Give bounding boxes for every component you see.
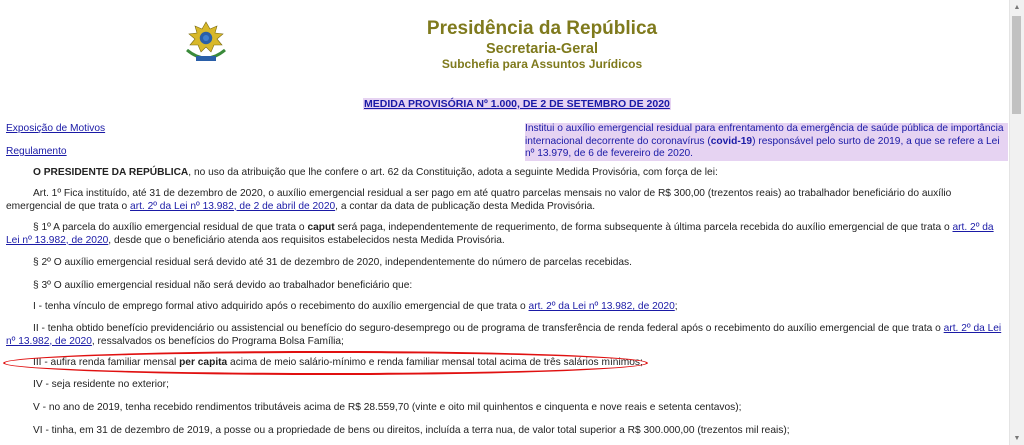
preamble-text: , no uso da atribuição que lhe confere o art. 62 da Constituição, adota a seguinte Medida Provisória, com força de lei: xyxy=(188,167,718,178)
paragraph-3: § 3º O auxílio emergencial residual não será devido ao trabalhador beneficiário que: xyxy=(33,280,413,291)
inciso-6: VI - tinha, em 31 de dezembro de 2019, a posse ou a propriedade de bens ou direitos, incluída a terra nua, de valor total superior a R$ 300.000,00 (trezentos mil reais); xyxy=(33,425,790,436)
inciso-1 xyxy=(6,301,1006,314)
inciso-2 xyxy=(6,323,1006,348)
preamble-bold: O PRESIDENTE DA REPÚBLICA xyxy=(33,167,189,178)
paragraph-1-caput: caput xyxy=(307,222,335,233)
inciso-2-text: II - tenha obtido benefício previdenciário ou assistencial ou benefício do seguro-desemprego ou de programa de transferência de renda federal após o recebimento do auxílio emergencial de que trata o xyxy=(33,323,944,334)
preamble xyxy=(6,167,1006,180)
inciso-3-end: acima de meio salário-mínimo e renda familiar mensal total acima de três salários mínimos; xyxy=(227,357,643,368)
inciso-4: IV - seja residente no exterior; xyxy=(33,379,169,390)
paragraph-2: § 2º O auxílio emergencial residual será devido até 31 de dezembro de 2020, independentemente do número de parcelas recebidas. xyxy=(33,257,632,268)
article-1-text-end: , a contar da data de publicação desta Medida Provisória. xyxy=(335,200,596,212)
article-1-text: Art. 1º Fica instituído, até 31 de dezembro de 2020, o auxílio emergencial residual a ser pago em até quatro parcelas mensais no valor de R$ 300,00 (trezentos reais) ao trabalhador beneficiário do auxílio emergencial de que trata o xyxy=(6,188,952,212)
article-1 xyxy=(6,188,1006,213)
scroll-down-arrow-icon[interactable]: ▼ xyxy=(1013,434,1021,442)
inciso-3-text: III - aufira renda familiar mensal xyxy=(33,357,180,368)
paragraph-1-end: , desde que o beneficiário atenda aos requisitos estabelecidos nesta Medida Provisória. xyxy=(108,234,505,246)
header-subtitle-2: Subchefia para Assuntos Jurídicos xyxy=(441,57,643,71)
inciso-2-law-link[interactable]: art. 2º da Lei nº 13.982, de 2020 xyxy=(6,323,1002,347)
paragraph-1-text: § 1º A parcela do auxílio emergencial residual de que trata o xyxy=(33,222,308,233)
document-title[interactable]: MEDIDA PROVISÓRIA Nº 1.000, DE 2 DE SETEMBRO DE 2020 xyxy=(364,98,670,110)
paragraph-1-law-link[interactable]: art. 2º da Lei nº 13.982, de 2020 xyxy=(6,222,994,246)
scrollbar-thumb[interactable] xyxy=(1012,16,1021,114)
ementa-box xyxy=(525,123,1008,161)
exposicao-de-motivos-link[interactable]: Exposição de Motivos xyxy=(6,123,106,134)
header-title: Presidência da República xyxy=(426,18,658,39)
vertical-scrollbar[interactable] xyxy=(1009,0,1024,445)
inciso-2-end: , ressalvados os benefícios do Programa Bolsa Família; xyxy=(91,335,344,347)
inciso-1-text: I - tenha vínculo de emprego formal ativo adquirido após o recebimento do auxílio emergencial de que trata o xyxy=(33,301,529,312)
scroll-up-arrow-icon[interactable]: ▲ xyxy=(1013,3,1021,11)
inciso-5: V - no ano de 2019, tenha recebido rendimentos tributáveis acima de R$ 28.559,70 (vinte e oito mil quinhentos e cinquenta e nove reais e setenta centavos); xyxy=(33,402,742,413)
paragraph-1-mid: será paga, independentemente de requerimento, de forma subsequente à última parcela recebida do auxílio emergencial de que trata o xyxy=(334,222,953,233)
ementa-text: Institui o auxílio emergencial residual para enfrentamento da emergência de saúde pública de importância internacional decorrente do coronavírus ( xyxy=(525,123,1004,147)
red-annotation-ellipse xyxy=(3,351,648,375)
inciso-1-end: ; xyxy=(674,301,678,312)
paragraph-1 xyxy=(6,222,1006,247)
ementa-text-end: ) responsável pelo surto de 2019, a que se refere a Lei nº 13.979, de 6 de fevereiro de 2020. xyxy=(525,135,1000,159)
regulamento-link[interactable]: Regulamento xyxy=(6,146,67,157)
ementa-covid: covid-19 xyxy=(710,135,753,147)
header-subtitle: Secretaria-Geral xyxy=(485,41,599,57)
inciso-1-law-link[interactable]: art. 2º da Lei nº 13.982, de 2020 xyxy=(528,301,675,312)
article-1-law-link[interactable]: art. 2º da Lei nº 13.982, de 2 de abril de 2020 xyxy=(130,200,336,212)
inciso-3-per-capita: per capita xyxy=(179,357,228,368)
